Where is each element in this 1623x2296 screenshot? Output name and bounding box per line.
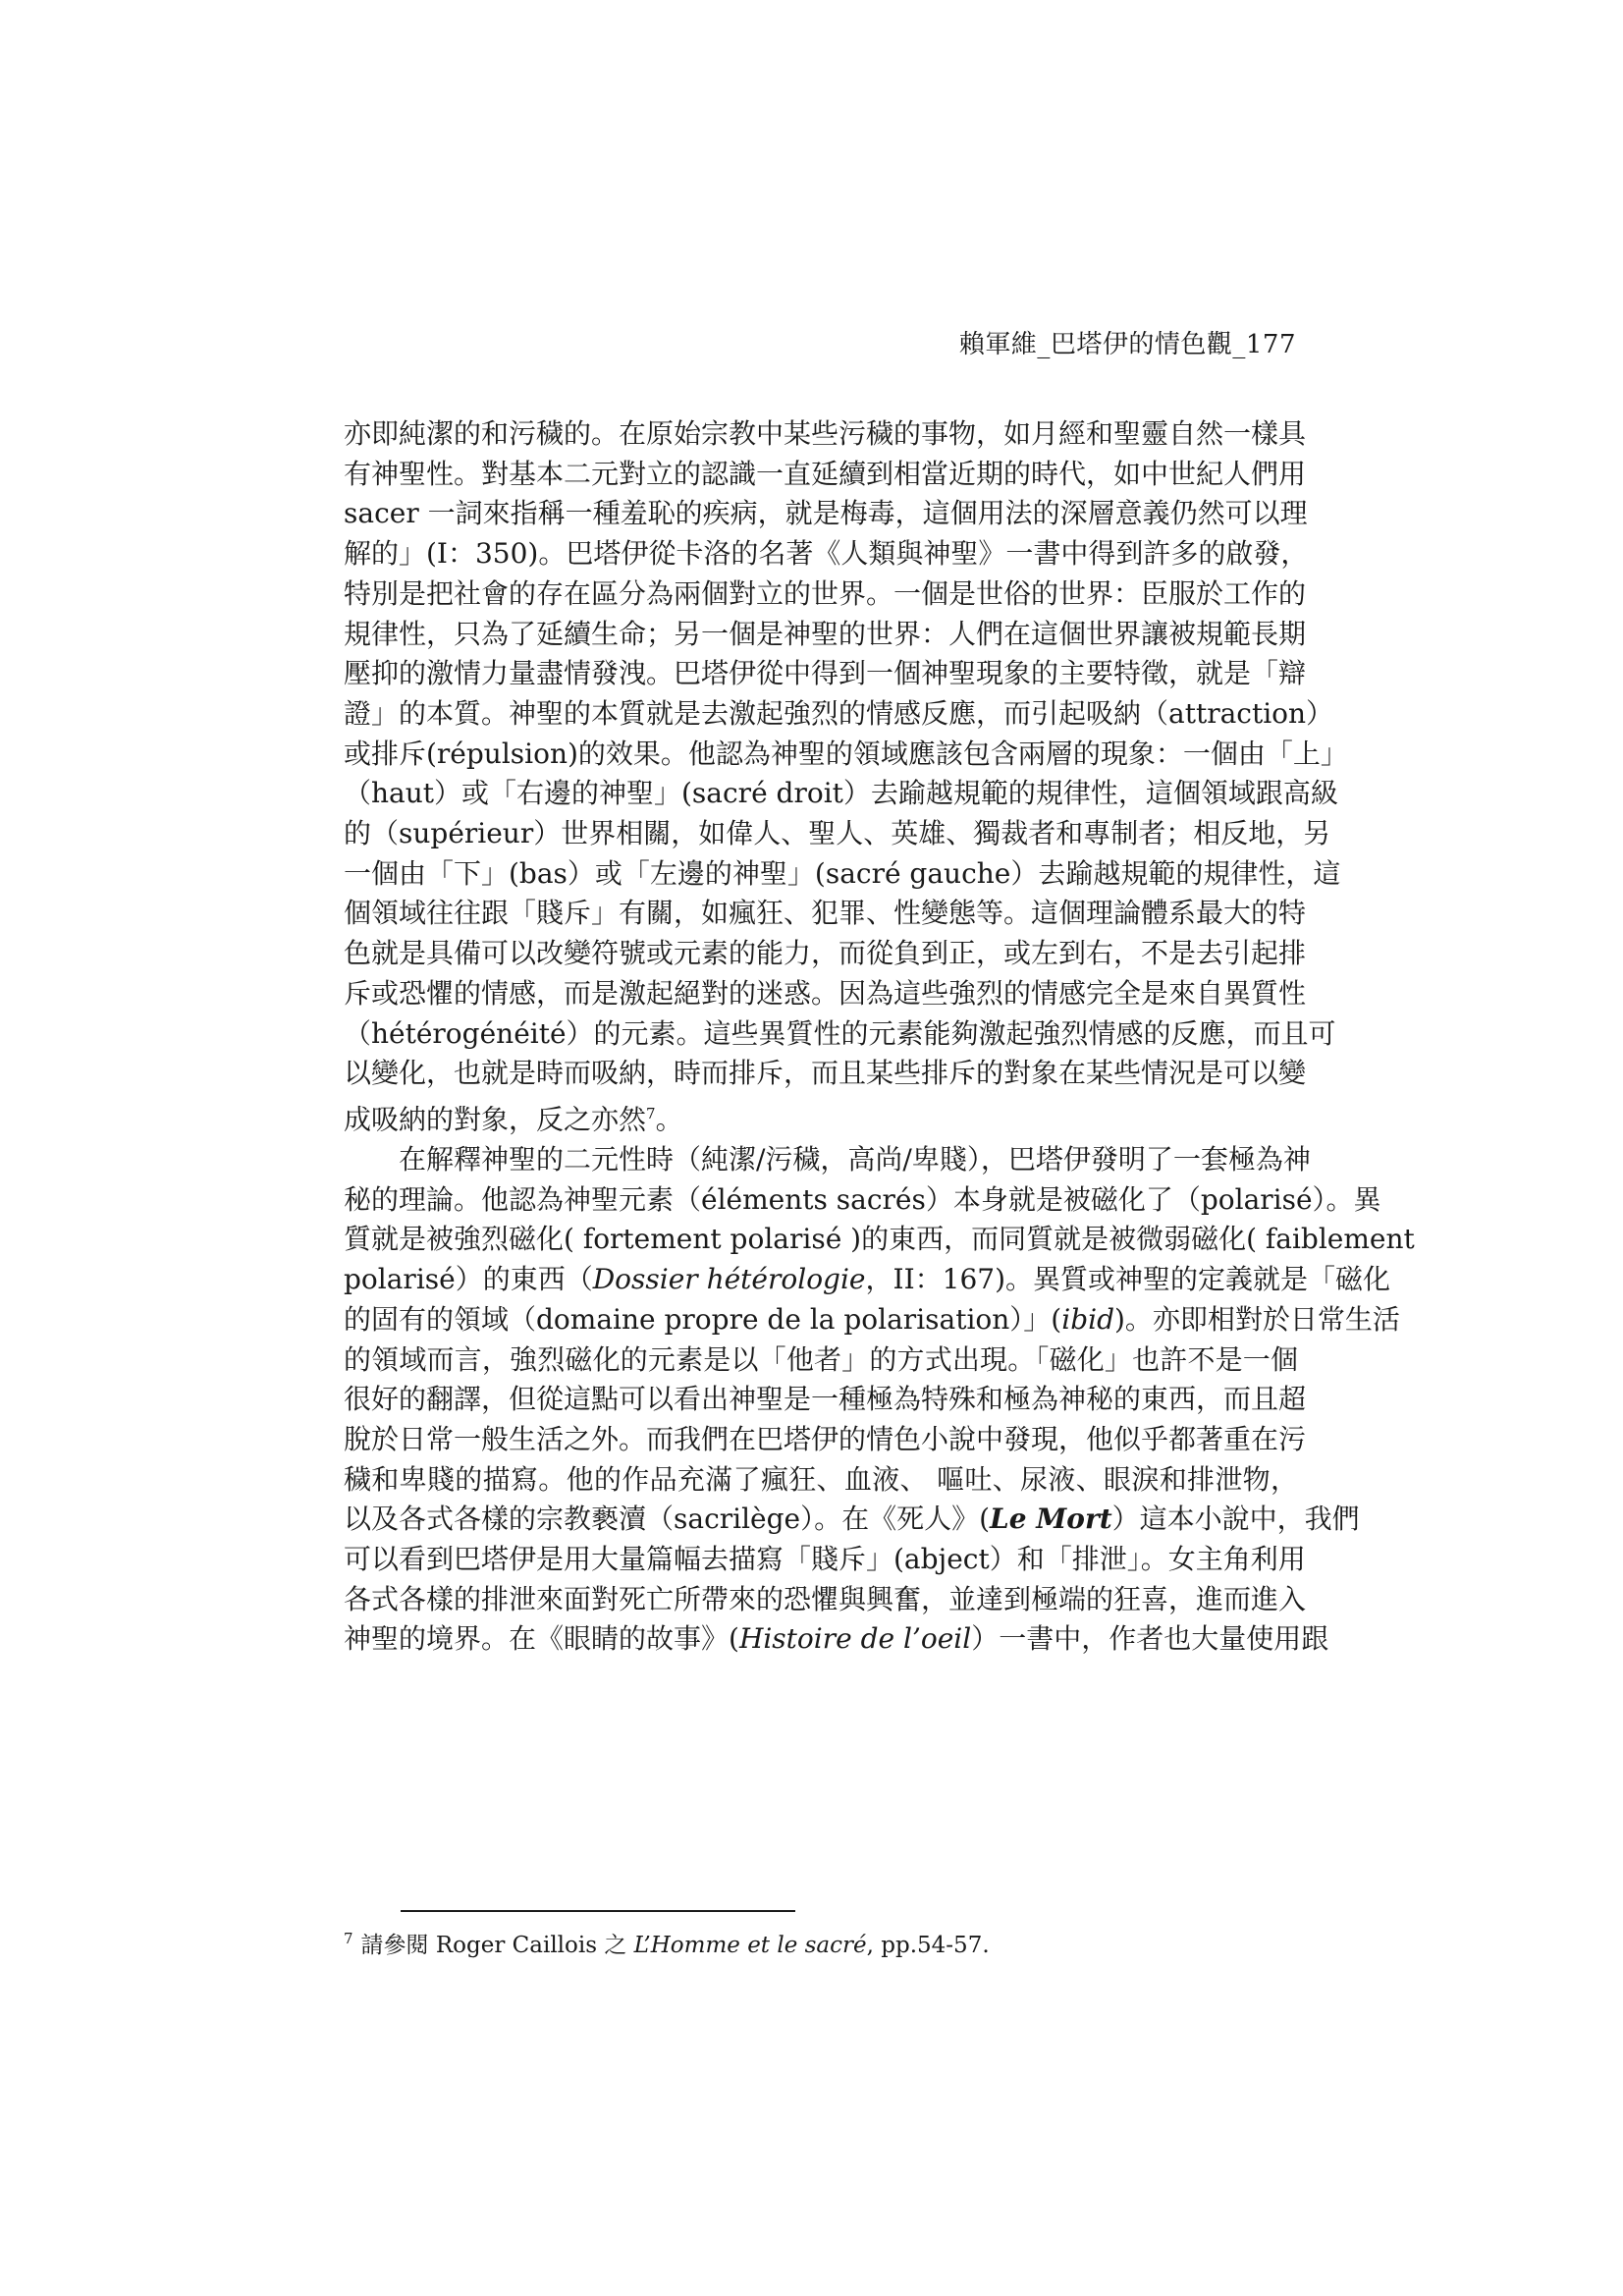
text-line: sacer 一詞來指稱一種羞恥的疾病，就是梅毒，這個用法的深層意義仍然可以理 (344, 497, 1308, 530)
text-run: ）這本小說中，我們 (1111, 1503, 1360, 1536)
text-line: 或排斥(répulsion)的效果。他認為神聖的領域應該包含兩層的現象：一個由「上」 (344, 737, 1348, 770)
text-line (344, 1619, 1329, 1660)
text-line: （hétérogénéité）的元素。這些異質性的元素能夠激起強烈情感的反應，而且可 (344, 1016, 1336, 1050)
text-line: 的領域而言，強烈磁化的元素是以「他者」的方式出現。「磁化」也許不是一個 (344, 1342, 1298, 1376)
footnote (344, 1927, 990, 1959)
text-line (344, 1300, 1400, 1340)
text-line (344, 1500, 1360, 1540)
running-head: 賴軍維_巴塔伊的情色觀_177 (958, 330, 1296, 359)
text-line: 壓抑的激情力量盡情發洩。巴塔伊從中得到一個神聖現象的主要特徵，就是「辯 (344, 657, 1307, 690)
italic-title: Dossier hétérologie (592, 1263, 866, 1296)
text-line: 解的」(I：350)。巴塔伊從卡洛的名著《人類與神聖》一書中得到許多的啟發， (344, 537, 1309, 571)
text-run: polarisé）的東西（ (344, 1263, 593, 1296)
text-run: 的固有的領域（domaine propre de la polarisation）」( (344, 1302, 1062, 1336)
text-run: ，II：167)。異質或神聖的定義就是「磁化 (865, 1263, 1391, 1296)
footnote-italic-title: L’Homme et le sacré (633, 1933, 867, 1958)
italic-title: Histoire de l’oeil (738, 1622, 972, 1656)
text-line: 各式各樣的排泄來面對死亡所帶來的恐懼與興奮，並達到極端的狂喜，進而進入 (344, 1582, 1307, 1615)
text-line: 以變化，也就是時而吸納，時而排斥，而且某些排斥的對象在某些情況是可以變 (344, 1057, 1307, 1090)
footnote-text: , pp.54-57. (866, 1933, 990, 1958)
text-run: 以及各式各樣的宗教褻瀆（sacrilège）。在《死人》( (344, 1503, 991, 1536)
footnote-marker: 7 (344, 1930, 353, 1948)
text-run: 。 (655, 1103, 683, 1136)
text-run: 神聖的境界。在《眼睛的故事》( (344, 1622, 739, 1656)
text-line: 規律性，只為了延續生命；另一個是神聖的世界：人們在這個世界讓被規範長期 (344, 617, 1307, 650)
text-line: 可以看到巴塔伊是用大量篇幅去描寫「賤斥」(abject）和「排泄」。女主角利用 (344, 1543, 1306, 1576)
italic-term: ibid (1061, 1302, 1114, 1336)
text-line: 在解釋神聖的二元性時（純潔/污穢，高尚/卑賤），巴塔伊發明了一套極為神 (399, 1142, 1311, 1175)
body-text (344, 414, 1415, 1660)
footnote-reference: 7 (646, 1104, 656, 1122)
text-line: 一個由「下」(bas）或「左邊的神聖」(sacré gauche）去踰越規範的規律性，這 (344, 856, 1341, 890)
text-line: 亦即純潔的和污穢的。在原始宗教中某些污穢的事物，如月經和聖靈自然一樣具 (344, 417, 1307, 450)
text-line: 個領域往往跟「賤斥」有關，如瘋狂、犯罪、性變態等。這個理論體系最大的特 (344, 897, 1307, 930)
text-line: 的（supérieur）世界相關，如偉人、聖人、英雄、獨裁者和專制者；相反地，另 (344, 817, 1331, 850)
text-line: （haut）或「右邊的神聖」(sacré droit）去踰越規範的規律性，這個領域跟高級 (344, 777, 1338, 810)
text-line: 質就是被強烈磁化( fortement polarisé )的東西，而同質就是被微弱磁化( faiblement (344, 1223, 1415, 1256)
footnote-divider (401, 1910, 795, 1912)
text-run: )。亦即相對於日常生活 (1114, 1302, 1400, 1336)
text-line: 秘的理論。他認為神聖元素（éléments sacrés）本身就是被磁化了（polarisé）。異 (344, 1182, 1381, 1216)
text-line: 證」的本質。神聖的本質就是去激起強烈的情感反應，而引起吸納（attraction） (344, 696, 1334, 730)
text-line (344, 1094, 1298, 1140)
text-run: 成吸納的對象，反之亦然 (344, 1103, 647, 1136)
text-line: 特別是把社會的存在區分為兩個對立的世界。一個是世俗的世界：臣服於工作的 (344, 576, 1307, 610)
text-line: 穢和卑賤的描寫。他的作品充滿了瘋狂、血液、 嘔吐、尿液、眼淚和排泄物， (344, 1462, 1298, 1496)
text-line: 脫於日常一般生活之外。而我們在巴塔伊的情色小說中發現，他似乎都著重在污 (344, 1422, 1307, 1455)
text-line: 色就是具備可以改變符號或元素的能力，而從負到正，或左到右，不是去引起排 (344, 937, 1307, 970)
text-line: 斥或恐懼的情感，而是激起絕對的迷惑。因為這些強烈的情感完全是來自異質性 (344, 976, 1307, 1010)
text-line: 有神聖性。對基本二元對立的認識一直延續到相當近期的時代，如中世紀人們用 (344, 457, 1307, 490)
footnote-text: 請參閱 Roger Caillois 之 (360, 1933, 634, 1958)
italic-title: Le Mort (990, 1503, 1112, 1536)
text-run: ）一書中，作者也大量使用跟 (971, 1622, 1329, 1656)
text-line (344, 1260, 1391, 1300)
text-line: 很好的翻譯，但從這點可以看出神聖是一種極為特殊和極為神秘的東西，而且超 (344, 1383, 1307, 1416)
